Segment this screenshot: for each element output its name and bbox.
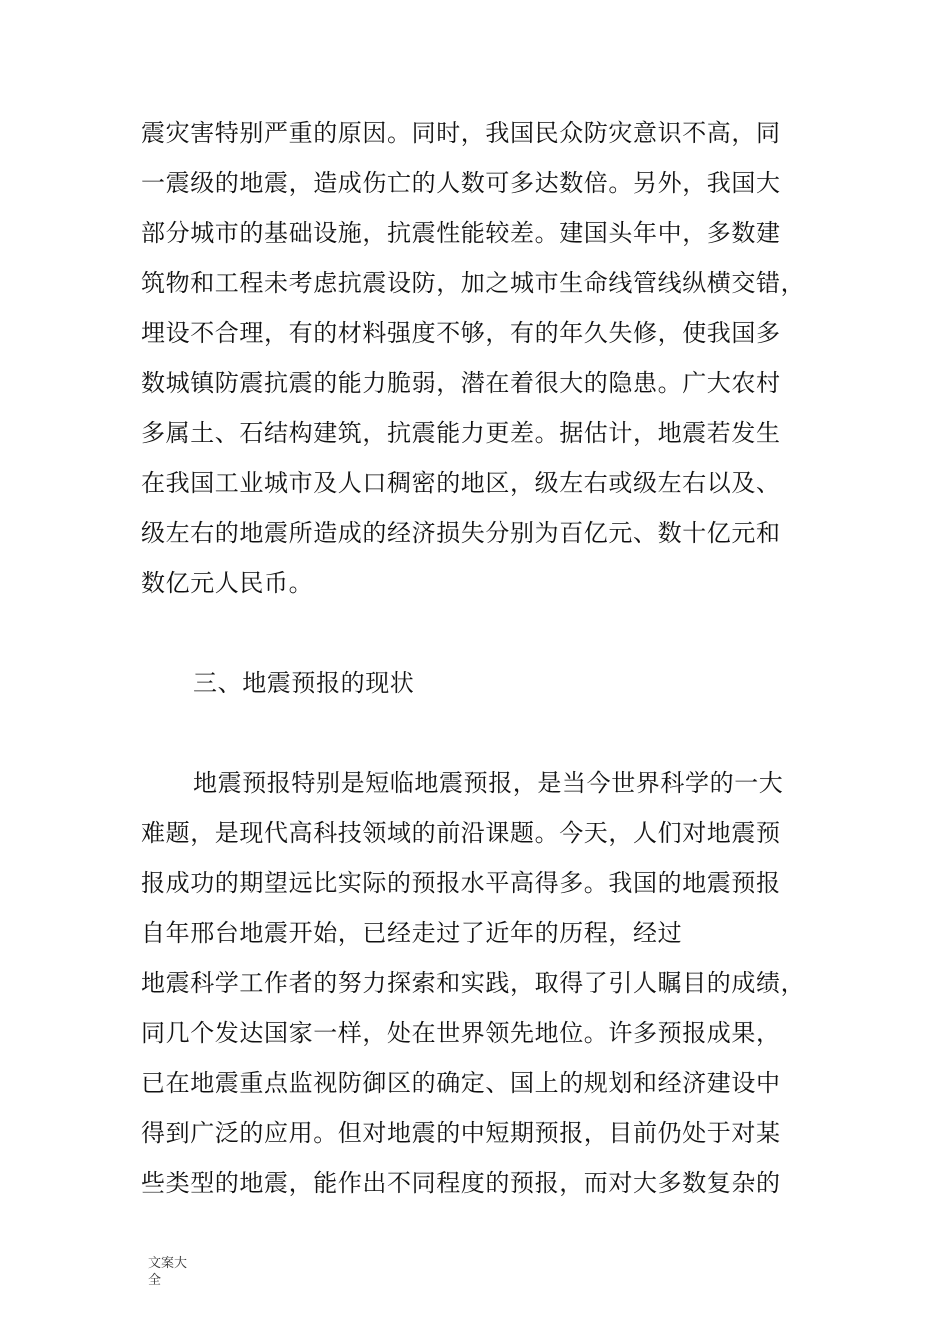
paragraph-1-line-9: 级左右的地震所造成的经济损失分别为百亿元、数十亿元和 [141,519,781,547]
paragraph-1-line-8: 在我国工业城市及人口稠密的地区，级左右或级左右以及、 [141,469,781,497]
footer-line-2: 全 [148,1273,162,1288]
paragraph-1-line-1: 震灾害特别严重的原因。同时，我国民众防灾意识不高，同 [141,119,781,147]
paragraph-1-line-4: 筑物和工程未考虑抗震设防，加之城市生命线管线纵横交错， [141,269,806,297]
paragraph-1-line-2: 一震级的地震，造成伤亡的人数可多达数倍。另外，我国大 [141,169,781,197]
paragraph-2-line-9: 些类型的地震，能作出不同程度的预报，而对大多数复杂的 [141,1169,781,1197]
footer-watermark [148,1255,198,1289]
paragraph-2-line-8: 得到广泛的应用。但对地震的中短期预报，目前仍处于对某 [141,1119,781,1147]
paragraph-2-line-6: 同几个发达国家一样，处在世界领先地位。许多预报成果， [141,1019,781,1047]
section-heading: 三、地震预报的现状 [193,669,415,697]
paragraph-1-line-5: 埋设不合理，有的材料强度不够，有的年久失修，使我国多 [141,319,781,347]
paragraph-2-line-4: 自年邢台地震开始，已经走过了近年的历程，经过 [141,919,683,947]
paragraph-2-line-7: 已在地震重点监视防御区的确定、国上的规划和经济建设中 [141,1069,781,1097]
paragraph-1-line-3: 部分城市的基础设施，抗震性能较差。建国头年中，多数建 [141,219,781,247]
paragraph-1-line-6: 数城镇防震抗震的能力脆弱，潜在着很大的隐患。广大农村 [141,369,781,397]
paragraph-2-line-1: 地震预报特别是短临地震预报，是当今世界科学的一大 [193,769,784,797]
paragraph-1-line-7: 多属土、石结构建筑，抗震能力更差。据估计，地震若发生 [141,419,781,447]
paragraph-2-line-5: 地震科学工作者的努力探索和实践，取得了引人瞩目的成绩， [141,969,806,997]
paragraph-2-line-3: 报成功的期望远比实际的预报水平高得多。我国的地震预报 [141,869,781,897]
paragraph-2-line-2: 难题，是现代高科技领域的前沿课题。今天，人们对地震预 [141,819,781,847]
footer-line-1: 文案大 [148,1256,188,1271]
paragraph-1-line-10: 数亿元人民币。 [141,569,314,597]
